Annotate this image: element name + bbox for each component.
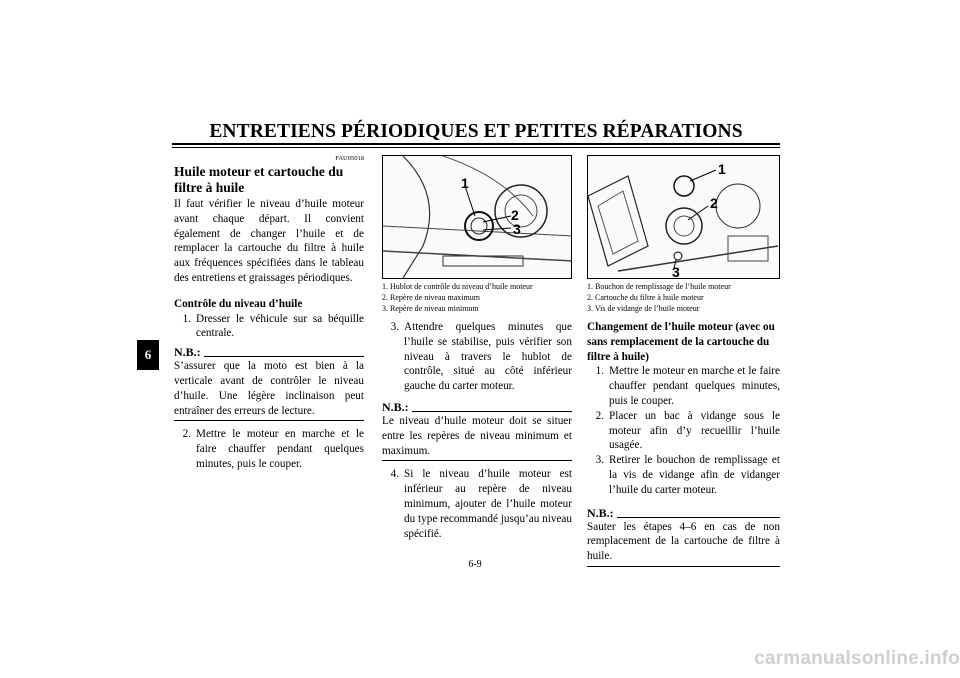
chapter-tab: 6 <box>137 340 159 370</box>
step-text: Placer un bac à vidange sous le moteur afin d’y recueillir l’huile usagée. <box>609 409 780 452</box>
intro-paragraph: Il faut vérifier le niveau d’huile moteur avant chaque départ. Il convient également de changer l’huile et de remplacer la cartouche du filtre à huile aux fréquences spécifiées dans le tableau des entretiens et graissages périodiques. <box>174 198 364 284</box>
subheading-oil-check: Contrôle du niveau d’huile <box>174 297 303 310</box>
step-text: Mettre le moteur en marche et le faire chauffer pendant quelques minutes, puis le couper. <box>609 365 780 407</box>
note-rule <box>617 517 780 518</box>
header-rule-thick <box>172 143 780 145</box>
note-text: Sauter les étapes 4–6 en cas de non remplacement de la cartouche de filtre à huile. <box>587 520 780 563</box>
note-text: S’assurer que la moto est bien à la verticale avant de contrôler le niveau d’huile. Une légère inclinaison peut entraîner des erreurs de lecture. <box>174 360 364 417</box>
callout-2: 2 <box>710 195 718 211</box>
note-block <box>587 506 780 567</box>
column-1 <box>174 155 364 472</box>
column-3 <box>587 155 780 573</box>
section-heading: Huile moteur et cartouche du filtre à huile <box>174 164 344 195</box>
caption-2: 2. Cartouche du filtre à huile moteur <box>587 293 704 302</box>
engine-illustration <box>383 156 572 278</box>
note-label: N.B.: <box>382 399 409 414</box>
note-end-rule <box>174 420 364 421</box>
step-2 <box>587 409 780 453</box>
page-number: 6-9 <box>468 559 482 570</box>
note-block <box>382 400 572 461</box>
note-header <box>174 345 364 359</box>
caption-3: 3. Repère de niveau minimum <box>382 304 479 313</box>
step-number: 4. <box>390 468 399 481</box>
note-end-rule <box>587 566 780 567</box>
note-block <box>174 345 364 421</box>
caption-1: 1. Bouchon de remplissage de l’huile moteur <box>587 282 731 291</box>
note-header <box>382 400 572 414</box>
figure-oil-level-window <box>382 155 572 279</box>
note-text: Le niveau d’huile moteur doit se situer entre les repères de niveau minimum et maximum. <box>382 414 572 457</box>
step-number: 2. <box>595 409 604 422</box>
step-3 <box>382 320 572 394</box>
header-rule-thin <box>172 147 780 148</box>
note-label: N.B.: <box>174 345 201 360</box>
watermark: carmanualsonline.info <box>754 648 960 669</box>
step-text: Dresser le véhicule sur sa béquille centrale. <box>196 312 364 340</box>
caption-1: 1. Hublot de contrôle du niveau d’huile moteur <box>382 282 533 291</box>
step-text: Attendre quelques minutes que l’huile se stabilise, puis vérifier son niveau à travers le hublot de contrôle, situé au côté inférieur gauche du carter moteur. <box>404 321 572 393</box>
note-rule <box>204 356 364 357</box>
step-number: 2. <box>182 428 191 441</box>
callout-1: 1 <box>461 175 469 191</box>
callout-3: 3 <box>513 221 521 237</box>
callout-1: 1 <box>718 161 726 177</box>
step-text: Mettre le moteur en marche et le faire chauffer pendant quelques minutes, puis le couper. <box>196 428 364 470</box>
caption-2: 2. Repère de niveau maximum <box>382 293 480 302</box>
step-1 <box>587 364 780 408</box>
section-code: FAU05018 <box>335 155 364 162</box>
note-rule <box>412 411 572 412</box>
subheading-oil-change: Changement de l’huile moteur (avec ou sans remplacement de la cartouche du filtre à huile) <box>587 321 775 363</box>
step-number: 1. <box>595 365 604 378</box>
note-label: N.B.: <box>587 505 614 520</box>
step-number: 1. <box>182 312 191 325</box>
figure-captions <box>382 281 572 314</box>
step-1 <box>174 312 364 342</box>
page-title: ENTRETIENS PÉRIODIQUES ET PETITES RÉPARATIONS <box>209 121 743 142</box>
engine-illustration <box>588 156 780 278</box>
step-3 <box>587 453 780 497</box>
caption-3: 3. Vis de vidange de l’huile moteur <box>587 304 700 313</box>
step-number: 3. <box>595 454 604 467</box>
callout-2: 2 <box>511 207 519 223</box>
note-end-rule <box>382 460 572 461</box>
note-header <box>587 506 780 520</box>
step-4 <box>382 467 572 541</box>
step-number: 3. <box>390 321 399 333</box>
step-text: Si le niveau d’huile moteur est inférieur au repère de niveau minimum, ajouter de l’huile moteur du type recommandé jusqu’au niveau spécifié. <box>404 468 572 540</box>
callout-3: 3 <box>672 264 680 278</box>
figure-oil-filler-drain <box>587 155 780 279</box>
figure-captions <box>587 281 780 314</box>
column-2 <box>382 155 572 541</box>
step-text: Retirer le bouchon de remplissage et la vis de vidange afin de vidanger l’huile du carter moteur. <box>609 454 780 496</box>
step-2 <box>174 427 364 471</box>
